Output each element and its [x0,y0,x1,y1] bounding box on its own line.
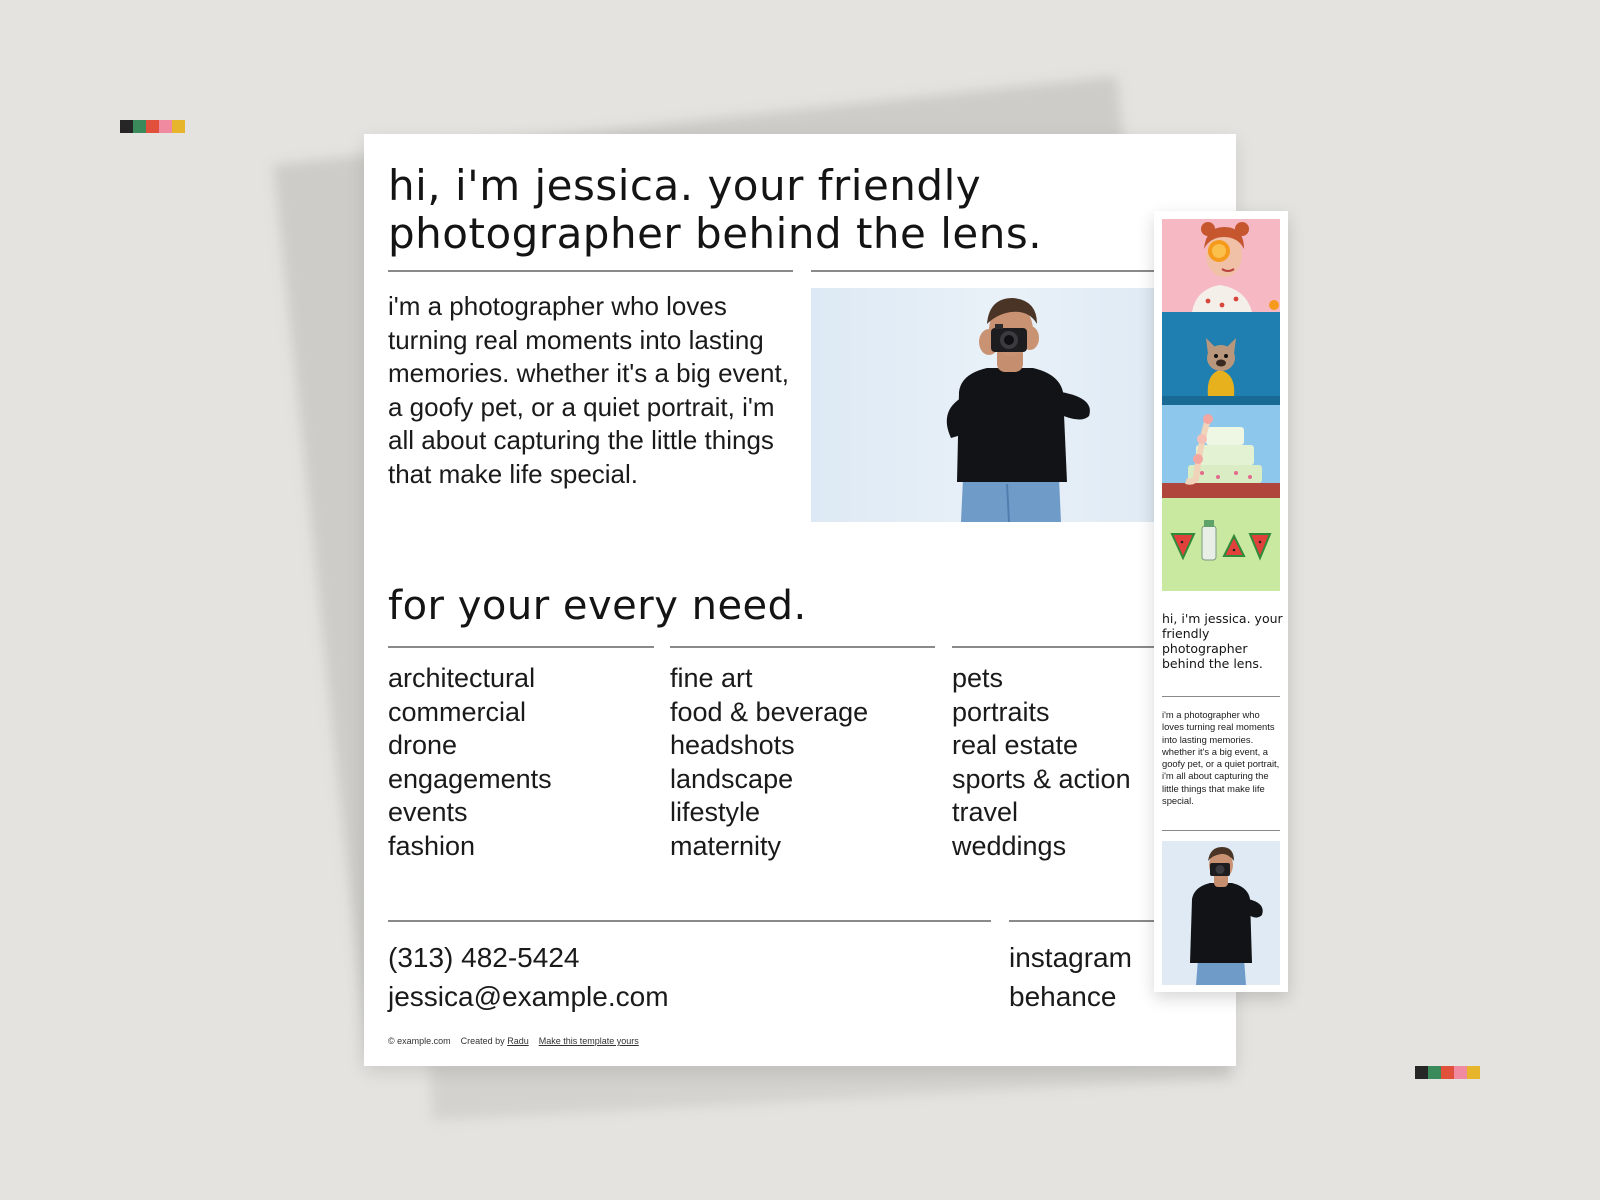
service-item: food & beverage [670,696,869,727]
instagram-link[interactable]: instagram [1009,942,1132,973]
service-item: landscape [670,763,794,794]
contact-block [388,938,669,1016]
services-column-3 [952,662,1162,863]
divider [388,270,793,272]
service-item: drone [388,730,458,760]
photographer-photo [811,288,1158,522]
swatch-5 [1467,1066,1480,1079]
divider [388,646,654,648]
swatch-3 [146,120,159,133]
service-item: architectural [388,663,536,693]
created-by-prefix: Created by [460,1036,505,1046]
service-item: headshots [670,730,795,760]
watermelon-slices-image [1162,498,1280,591]
service-item: portraits [952,696,1050,727]
tile-wedding-cake [1162,405,1280,498]
flyer-page [364,134,1236,1066]
template-cta-link[interactable]: Make this template yours [538,1036,639,1046]
behance-link[interactable]: behance [1009,981,1117,1012]
swatch-1 [120,120,133,133]
swatch-4 [1454,1066,1467,1079]
woman-with-orange-image [1162,219,1280,312]
divider [1162,696,1280,697]
divider [388,920,991,922]
swatch-1 [1415,1066,1428,1079]
photographer-illustration [811,288,1158,522]
service-item: maternity [670,830,782,861]
side-strip [1154,211,1288,992]
swatch-2 [1428,1066,1441,1079]
swatch-4 [159,120,172,133]
service-item: lifestyle [670,797,761,827]
flyer-headline [388,162,1168,258]
headline-line-2: photographer behind the lens. [388,209,1043,258]
service-item: events [388,797,468,827]
swatch-2 [133,120,146,133]
social-links [1009,938,1132,1016]
service-item: travel [952,797,1019,827]
divider [1162,830,1280,831]
author-link[interactable]: Radu [507,1036,529,1046]
color-palette-top [120,120,185,133]
divider [1009,920,1158,922]
tile-watermelon-slices [1162,498,1280,591]
created-by [461,1036,529,1046]
divider [952,646,1158,648]
phone-number[interactable]: (313) 482-5424 [388,942,580,973]
service-item: engagements [388,763,552,794]
headline-line-1: hi, i'm jessica. your friendly [388,161,982,210]
divider [811,270,1158,272]
service-item: sports & action [952,763,1131,794]
service-item: fashion [388,830,476,861]
color-palette-bottom [1415,1066,1480,1079]
email-address[interactable]: jessica@example.com [388,981,669,1012]
strip-intro-text: i'm a photographer who loves turning real moments into lasting memories. whether it's a big event, a goofy pet, or a quiet portrait, i'm all about capturing the little things that make life special. [1162,709,1280,807]
service-item: pets [952,663,1004,693]
services-heading: for your every need. [388,583,807,629]
tile-woman-with-orange [1162,219,1280,312]
service-item: commercial [388,696,527,727]
footer-credits [388,1036,639,1046]
photographer-illustration-small [1162,841,1280,985]
wedding-cake-image [1162,405,1280,498]
divider [670,646,935,648]
service-item: fine art [670,663,753,693]
strip-photographer-photo [1162,841,1280,985]
services-column-2 [670,662,930,863]
copyright-text: © example.com [388,1036,451,1046]
french-bulldog-image [1162,312,1280,405]
service-item: real estate [952,730,1079,760]
swatch-5 [172,120,185,133]
swatch-3 [1441,1066,1454,1079]
services-column-1 [388,662,648,863]
strip-headline: hi, i'm jessica. your friendly photographer behind the lens. [1162,611,1283,671]
tile-french-bulldog [1162,312,1280,405]
intro-text: i'm a photographer who loves turning real moments into lasting memories. whether it's a big event, a goofy pet, or a quiet portrait, i'm all about capturing the little things that make life special. [388,291,789,489]
service-item: weddings [952,830,1067,861]
